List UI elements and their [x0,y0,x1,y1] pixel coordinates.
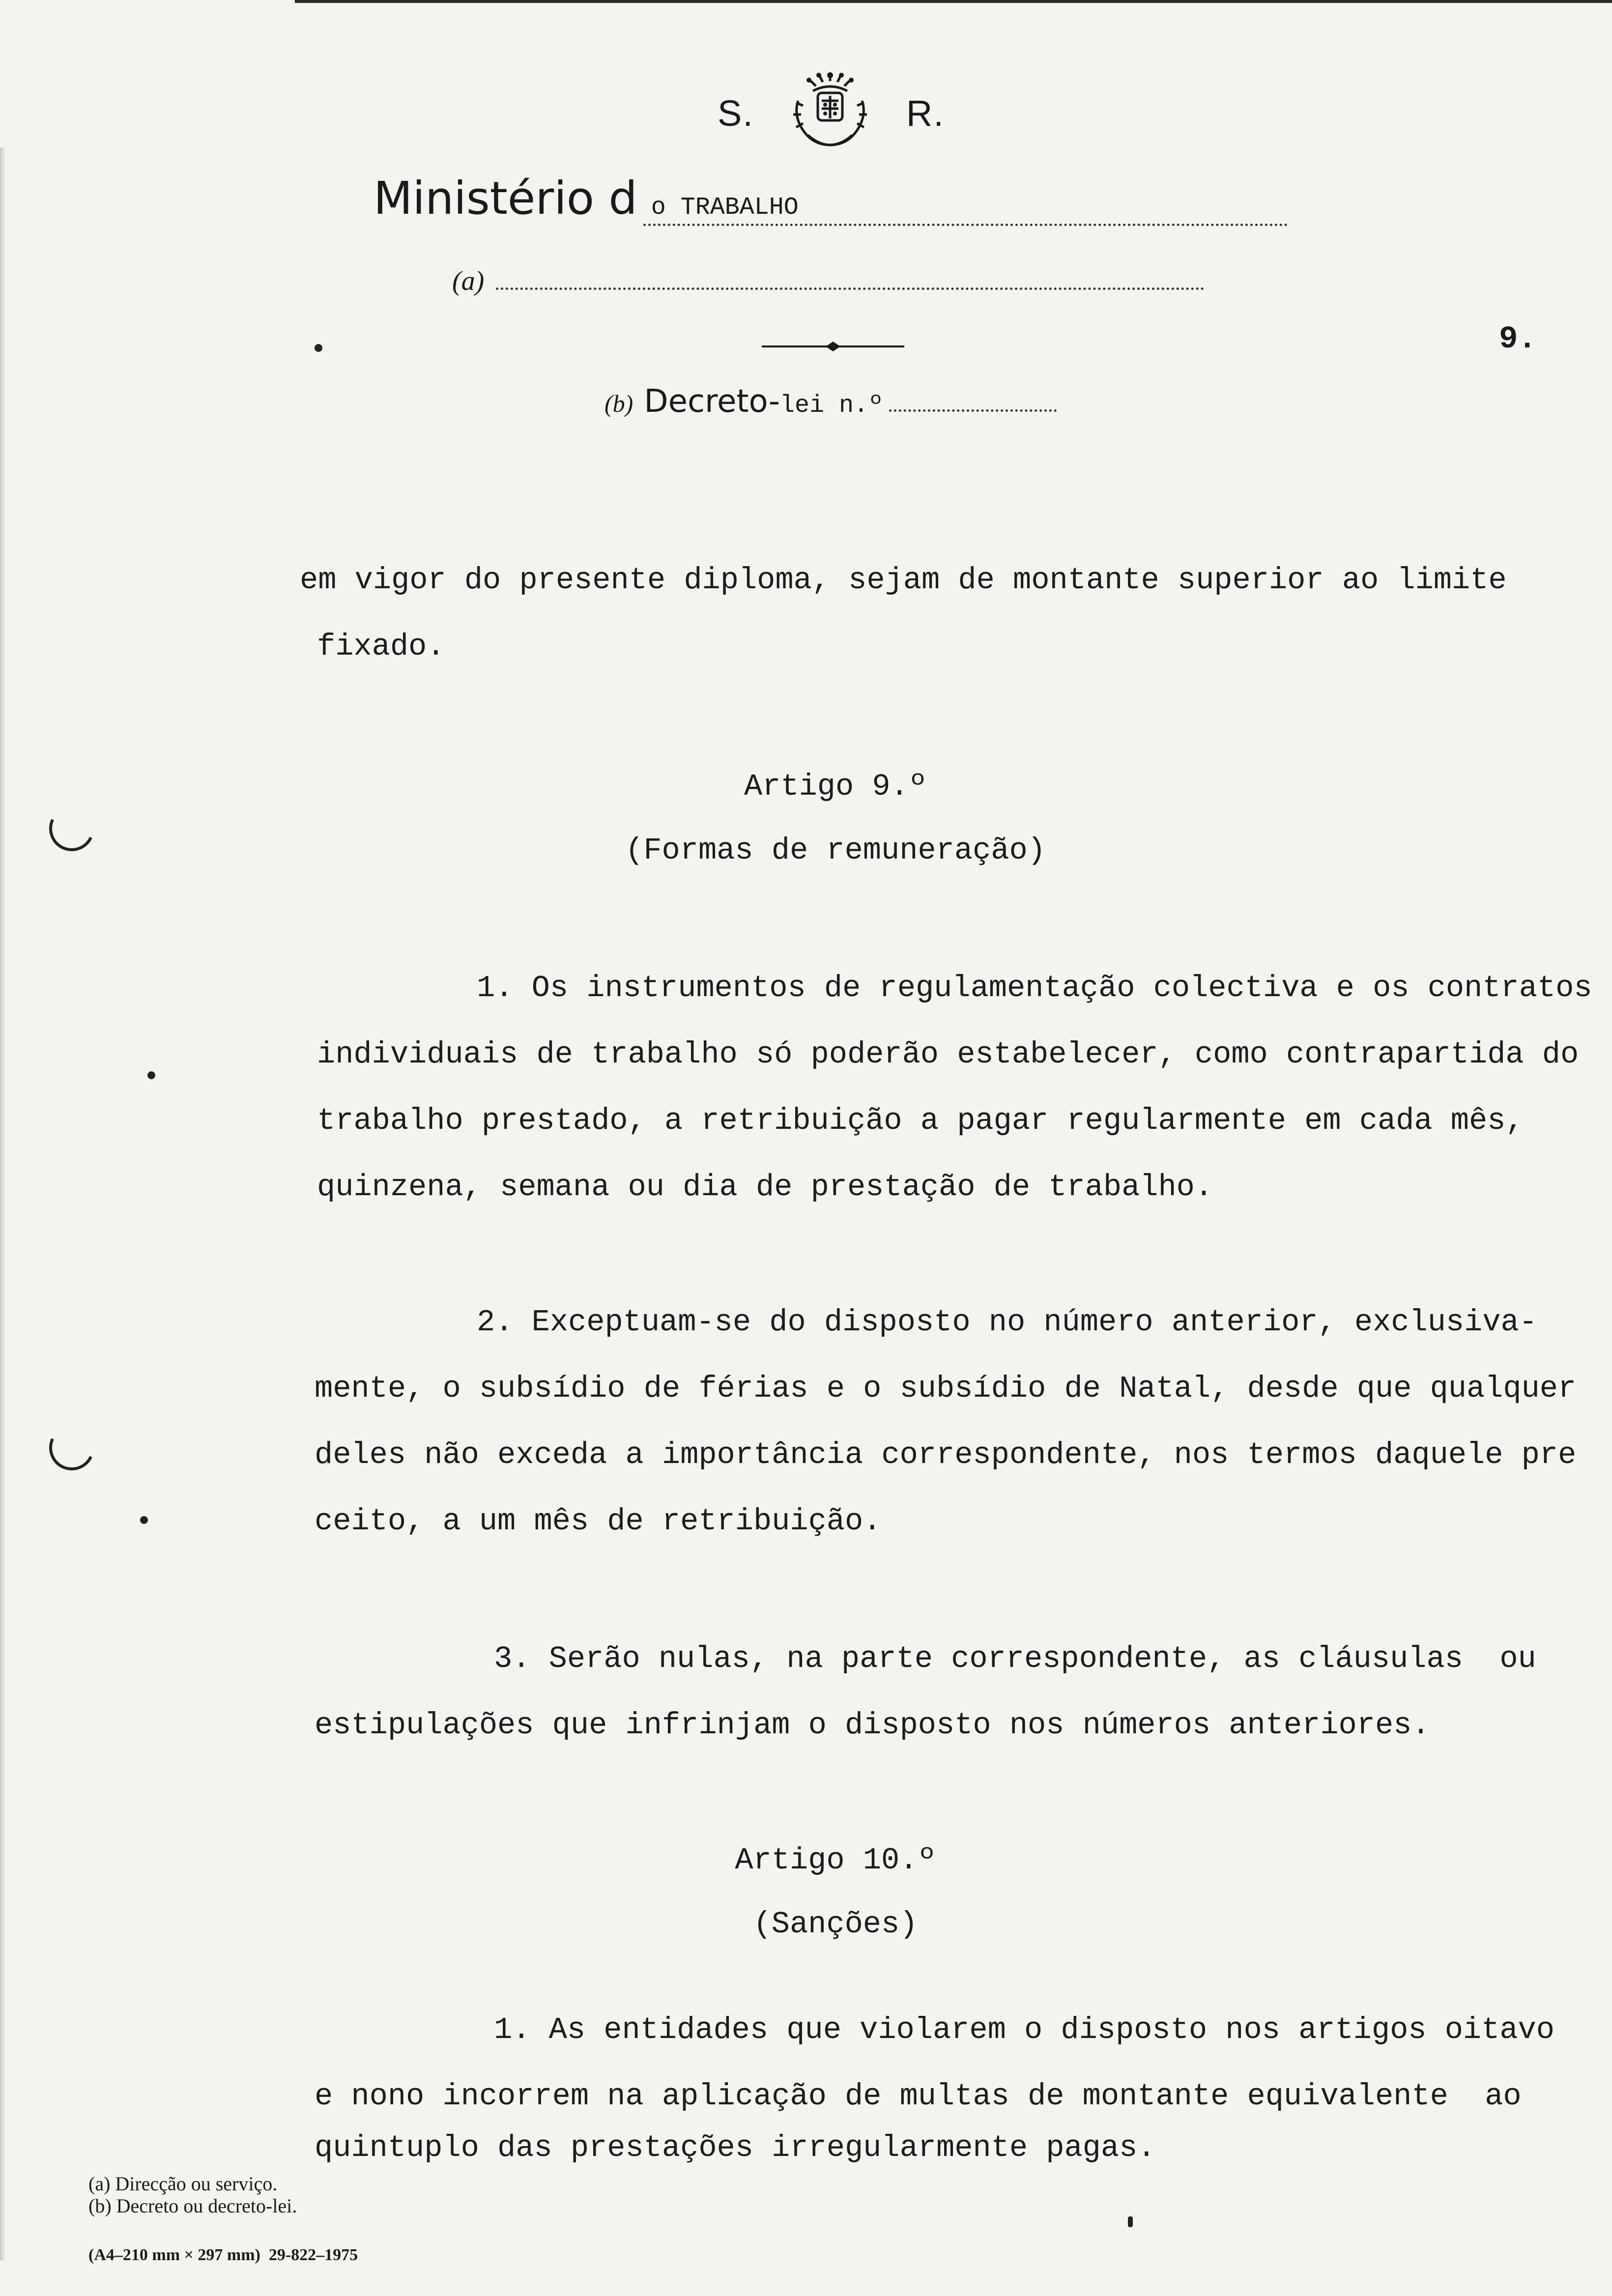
footnote-b: (b) Decreto ou decreto-lei. [88,2195,297,2217]
article-9-p2-line-4: ceito, a um mês de retribuição. [315,1504,882,1539]
article-10-p1-line-3: quintuplo das prestações irregularmente pagas. [315,2130,1156,2165]
scan-speck [147,1071,155,1079]
field-a-blank [496,268,1204,290]
field-a-line [452,265,1204,297]
article-10-p1-line-2: e nono incorrem na aplicação de multas de montante equivalente ao [315,2079,1522,2114]
decree-mark: (b) [604,390,633,417]
article-9-p1-line-3: trabalho prestado, a retribuição a pagar regularmente em cada mês, [317,1103,1524,1138]
ministry-line [374,172,1288,226]
header-letter-r: R. [906,92,945,134]
scan-artifact-arc [43,800,101,858]
intro-line-1: em vigor do presente diploma, sejam de montante superior ao limite [300,563,1507,598]
scan-artifact-arc [43,1419,101,1477]
scan-speck [1128,2216,1133,2227]
footnote-a: (a) Direcção ou serviço. [88,2173,278,2195]
header-letter-s: S. [718,92,754,134]
decree-number-blank [889,395,1057,412]
field-a-mark: (a) [452,266,485,296]
article-9-p1-line-4: quinzena, semana ou dia de prestação de trabalho. [317,1170,1213,1205]
scan-speck [315,344,322,352]
decree-suffix: lei n.º [779,392,884,420]
article-9-p1-line-2: individuais de trabalho só poderão estabelecer, como contrapartida do [317,1037,1579,1072]
article-10-subtitle: (Sanções) [753,1907,918,1942]
page-number: 9. [1499,322,1537,357]
article-9-p2-line-3: deles não exceda a importância correspondente, nos termos daquele pre [315,1437,1577,1472]
article-9-p3-line-2: estipulações que infrinjam o disposto nos números anteriores. [315,1708,1430,1743]
page-edge-shadow [0,147,5,2261]
article-9-subtitle: (Formas de remuneração) [625,833,1046,868]
top-border-rule [295,0,1612,3]
ministry-label: Ministério d [374,172,637,225]
article-9-p1-line-1: 1. Os instrumentos de regulamentação colectiva e os contratos [477,971,1592,1005]
header-sr [718,74,945,152]
scan-speck [140,1516,148,1524]
article-9-p3-line-1: 3. Serão nulas, na parte correspondente, as cláusulas ou [494,1641,1536,1676]
coat-of-arms-icon [783,71,877,155]
form-code: (A4–210 mm × 297 mm) 29-822–1975 [88,2246,358,2264]
ministry-value: o TRABALHO [643,194,1288,226]
article-9-title: Artigo 9.º [744,769,927,804]
article-9-p2-line-1: 2. Exceptuam-se do disposto no número anterior, exclusiva- [477,1305,1537,1340]
article-10-title: Artigo 10.º [735,1843,936,1878]
decree-line [604,383,1057,420]
intro-line-2: fixado. [317,629,445,664]
article-9-p2-line-2: mente, o subsídio de férias e o subsídio de Natal, desde que qualquer [315,1371,1577,1406]
article-10-p1-line-1: 1. As entidades que violarem o disposto nos artigos oitavo [494,2012,1554,2047]
decree-label: Decreto- [644,383,780,420]
diamond-divider-icon [762,339,904,354]
